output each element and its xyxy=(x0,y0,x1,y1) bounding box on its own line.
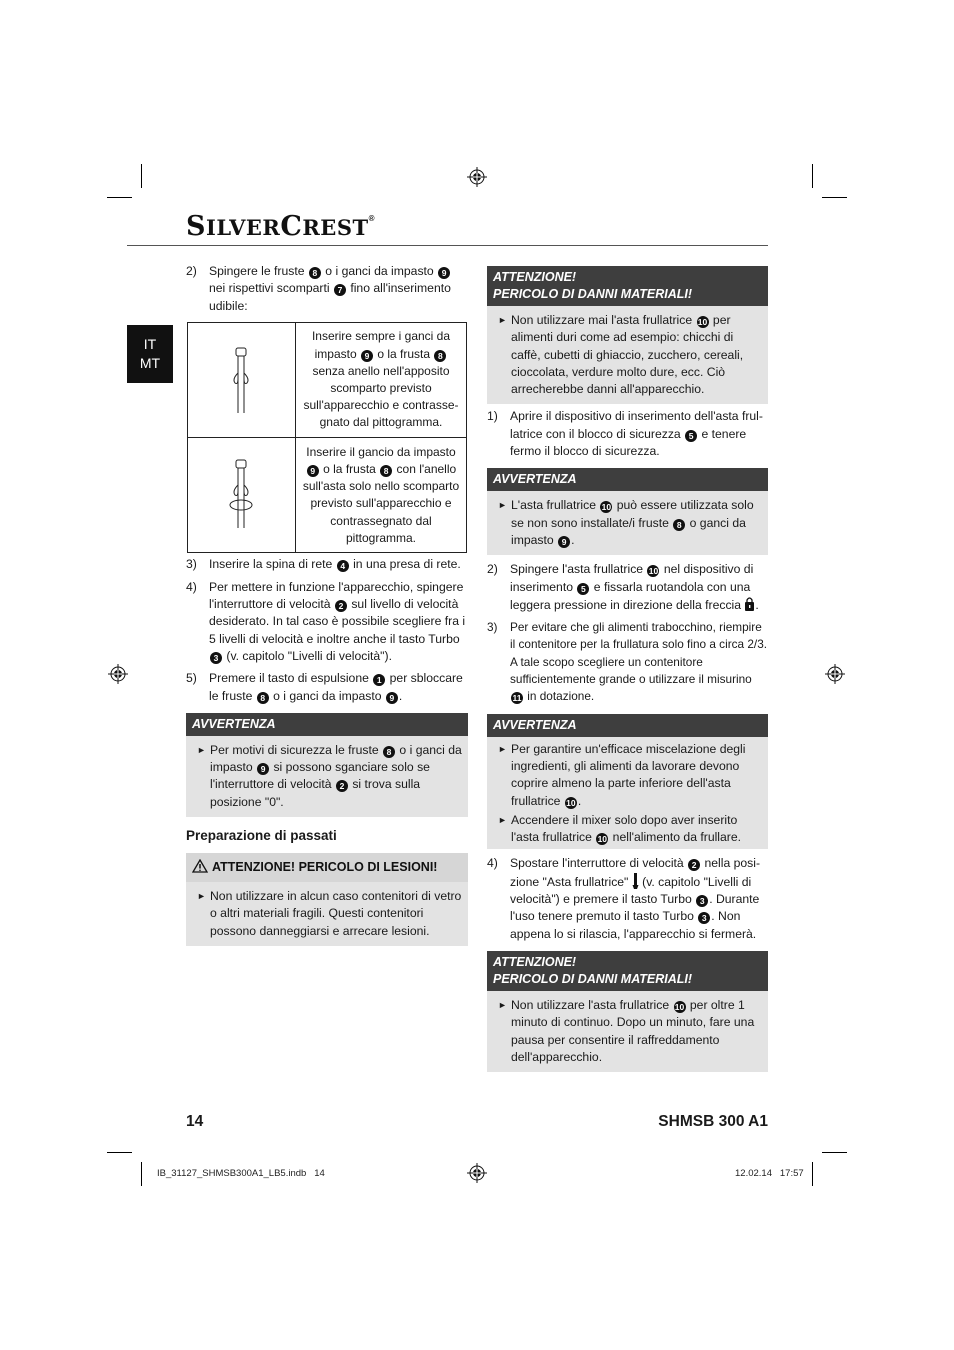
bullet-arrow-icon: ► xyxy=(498,743,507,754)
crop-mark xyxy=(107,197,132,198)
bullet-item: ► Accendere il mixer solo dopo aver inserito l'asta frullatrice 10 nell'alimento da frullare. xyxy=(498,812,742,845)
slug-file: IB_31127_SHMSB300A1_LB5.indb 14 xyxy=(157,1168,325,1179)
bullet-item: ► L'asta frullatrice 10 può essere utilizzata solo se non sono installate/i fruste 8 o ganci da impasto 9 . xyxy=(498,498,754,547)
bullet-arrow-icon: ► xyxy=(498,500,507,511)
pictogram-row xyxy=(188,438,467,553)
pictogram-cell xyxy=(188,438,296,553)
pictogram-table xyxy=(187,322,467,554)
registration-mark-icon xyxy=(467,167,487,187)
bullet-item: ► Per garantire un'efficace miscelazione degli ingredienti, gli alimenti da lavorare devono coprire almeno la parte inferiore dell'asta frullatrice 10 . xyxy=(498,741,746,808)
left-column xyxy=(186,263,468,946)
crop-mark xyxy=(812,164,813,188)
step-4-right: 4) Spostare l'interruttore di velocità 2 nella posi-zione "Asta frullatrice" (v. capitolo "Livelli di velocità") e premere il tasto Turbo 3 . Durante l'uso tenere premuto il tasto Turbo 3 . Non appena lo si rilascia, l'apparecchio si fermerà. xyxy=(487,856,761,941)
bullet-arrow-icon: ► xyxy=(498,999,507,1010)
note-box xyxy=(487,714,768,850)
crop-mark xyxy=(141,164,142,188)
note-title: AVVERTENZA xyxy=(487,468,768,491)
bullet-arrow-icon: ► xyxy=(498,315,507,325)
warning-triangle-icon xyxy=(192,859,208,873)
step-2-left: 2) Spingere le fruste 8 o i ganci da impasto 9 nei rispettivi scomparti 7 fino all'inserimento udibile: xyxy=(186,264,451,313)
warning-box xyxy=(186,853,468,946)
crop-mark xyxy=(812,1162,813,1186)
model-number: SHMSB 300 A1 xyxy=(658,1113,768,1130)
pictogram-row xyxy=(188,322,467,437)
crop-mark xyxy=(141,1162,142,1186)
section-title: Preparazione di passati xyxy=(186,828,337,844)
crop-mark xyxy=(107,1152,132,1153)
step-1-right: 1) Aprire il dispositivo di inserimento dell'asta frul-latrice con il blocco di sicurezza 5 e tenere fermo il blocco di sicurezza. xyxy=(487,409,763,459)
registration-mark-icon xyxy=(467,1163,487,1183)
lock-arrow-icon xyxy=(744,596,755,612)
slug-date: 12.02.14 17:57 xyxy=(735,1168,804,1179)
crop-mark xyxy=(822,1152,847,1153)
step-2-right: 2) Spingere l'asta frullatrice 10 nel dispositivo di inserimento 5 e fissarla ruotandola con una leggera pressione in direzione della freccia . xyxy=(487,562,759,612)
header-rule xyxy=(127,245,768,246)
bullet-arrow-icon: ► xyxy=(197,891,206,902)
caution-box xyxy=(487,951,768,1072)
bullet-item: ► Per motivi di sicurezza le fruste 8 o i ganci da impasto 9 si possono sganciare solo se l'interruttore di velocità 2 si trova sulla posizione "0". xyxy=(197,742,462,809)
note-title: AVVERTENZA xyxy=(487,714,768,737)
pictogram-text: Inserire sempre i ganci da impasto 9 o la frusta 8 senza anello nell'apposito scomparto previsto sull'apparecchio e contrasse-gnato dal pittogramma. xyxy=(296,322,467,437)
bullet-item: ► Non utilizzare l'asta frullatrice 10 per oltre 1 minuto di continuo. Dopo un minuto, fare una pausa per consentire il raffreddamento dell'apparecchio. xyxy=(498,997,755,1064)
right-column xyxy=(487,266,768,1072)
language-tab: IT MT xyxy=(127,325,173,383)
bullet-arrow-icon: ► xyxy=(197,744,206,755)
bullet-arrow-icon: ► xyxy=(498,814,507,825)
caution-title: ATTENZIONE! PERICOLO DI DANNI MATERIALI! xyxy=(487,951,768,991)
registration-mark-icon xyxy=(108,664,128,684)
bullet-item: ► Non utilizzare mai l'asta frullatrice 10 per alimenti duri come ad esempio: chicchi di caffè, cubetti di ghiaccio, zucchero, cereali, cioccolata, verdure molto dure, ecc. Ciò arrecherebbe danni all'apparecchio. xyxy=(498,313,744,397)
note-title: AVVERTENZA xyxy=(186,713,468,736)
caution-title: ATTENZIONE! PERICOLO DI DANNI MATERIALI! xyxy=(487,266,768,306)
step-4-left: 4) Per mettere in funzione l'apparecchio, spingere l'interruttore di velocità 2 sul livello di velocità desiderato. In tal caso è possibile scegliere fra i 5 livelli di velocità e inoltre anche il tasto Turbo 3 (v. capitolo "Livelli di velocità"). xyxy=(186,579,466,663)
blender-rod-icon xyxy=(632,873,639,890)
step-3-right: 3) Per evitare che gli alimenti trabocchino, riempire il contenitore per la frullatura solo fino a circa 2/3. A tale scopo scegliere un contenitore sufficientemente grande o utilizzare il misurino 11 in dotazione. xyxy=(487,620,768,704)
beater-with-ring-icon xyxy=(188,438,295,547)
note-box xyxy=(487,468,768,555)
page-number: 14 xyxy=(186,1113,204,1130)
warning-title: ATTENZIONE! PERICOLO DI LESIONI! xyxy=(186,853,468,882)
step-5-left: 5) Premere il tasto di espulsione 1 per sbloccare le fruste 8 o i ganci da impasto 9 . xyxy=(186,671,463,703)
registration-mark-icon xyxy=(825,664,845,684)
bullet-item: ► Non utilizzare in alcun caso contenitori di vetro o altri materiali fragili. Questi contenitori possono danneggiarsi e arrecare lesioni. xyxy=(197,889,462,938)
step-3-left: 3) Inserire la spina di rete 4 in una presa di rete. xyxy=(186,557,461,572)
pictogram-text: Inserire il gancio da impasto 9 o la frusta 8 con l'anello sull'asta solo nello scomparto previsto sull'apparecchio e contrassegnato dal pittogramma. xyxy=(296,438,467,553)
crop-mark xyxy=(822,197,847,198)
note-box xyxy=(186,713,468,817)
caution-box xyxy=(487,266,768,404)
pictogram-cell xyxy=(188,322,296,437)
beater-without-ring-icon xyxy=(188,323,295,432)
brand-logo: SILVERCREST® xyxy=(186,211,376,242)
